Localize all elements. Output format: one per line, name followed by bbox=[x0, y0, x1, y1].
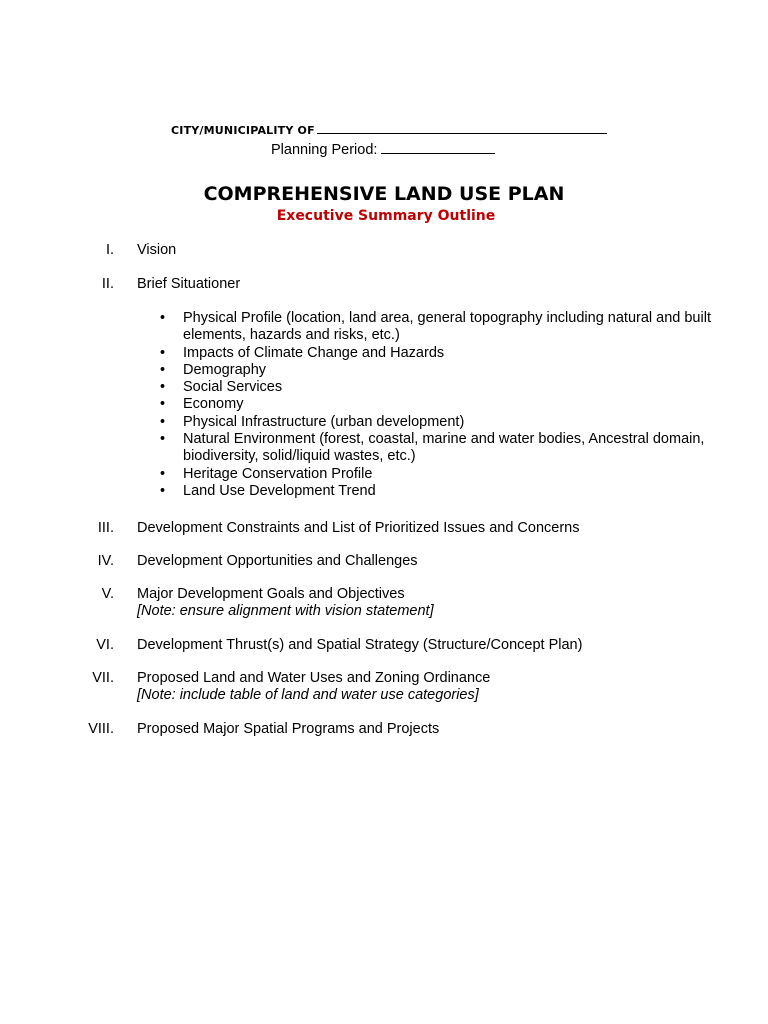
city-blank-line bbox=[317, 123, 607, 134]
list-item: • Physical Profile (location, land area, general topography including natural and built elements, hazards and risks, etc.) bbox=[160, 310, 711, 344]
outline-text: Development Constraints and List of Prioritized Issues and Concerns bbox=[137, 520, 580, 536]
bullet-icon: • bbox=[160, 482, 166, 499]
bullet-icon: • bbox=[160, 413, 166, 430]
outline-item-v bbox=[0, 586, 768, 622]
bullet-icon: • bbox=[160, 431, 166, 448]
outline-number: VI. bbox=[96, 637, 114, 653]
document-title: COMPREHENSIVE LAND USE PLAN bbox=[203, 183, 565, 205]
outline-item-vii bbox=[0, 670, 768, 706]
bullet-icon: • bbox=[160, 361, 166, 378]
outline-number: IV. bbox=[97, 553, 114, 569]
situationer-bullet-list bbox=[160, 310, 720, 500]
list-item: • Impacts of Climate Change and Hazards bbox=[160, 344, 445, 361]
outline-text: Brief Situationer bbox=[137, 276, 241, 292]
outline-text: Proposed Land and Water Uses and Zoning Ordinance bbox=[137, 670, 491, 686]
outline-number: II. bbox=[101, 276, 114, 292]
outline-text: Proposed Major Spatial Programs and Projects bbox=[137, 721, 440, 737]
document-subtitle: Executive Summary Outline bbox=[276, 208, 496, 224]
list-item: • Economy bbox=[160, 396, 244, 413]
planning-period-blank-line bbox=[381, 141, 495, 154]
bullet-icon: • bbox=[160, 396, 166, 413]
list-item: • Physical Infrastructure (urban development) bbox=[160, 413, 465, 430]
city-municipality-label: CITY/MUNICIPALITY OF bbox=[171, 124, 315, 137]
bullet-icon: • bbox=[160, 310, 166, 326]
outline-text: Development Thrust(s) and Spatial Strategy (Structure/Concept Plan) bbox=[137, 637, 583, 653]
outline-number: VIII. bbox=[88, 721, 114, 737]
list-item: • Demography bbox=[160, 361, 267, 378]
list-item: • Land Use Development Trend bbox=[160, 482, 376, 499]
outline-text: Major Development Goals and Objectives bbox=[137, 586, 405, 602]
bullet-icon: • bbox=[160, 465, 166, 482]
bullet-icon: • bbox=[160, 379, 166, 396]
list-item: • Social Services bbox=[160, 379, 283, 396]
bullet-icon: • bbox=[160, 344, 166, 361]
planning-period-line bbox=[271, 141, 495, 158]
outline-number: I. bbox=[105, 242, 114, 258]
outline-number: V. bbox=[101, 586, 114, 602]
city-municipality-line bbox=[171, 123, 607, 137]
outline-number: VII. bbox=[92, 670, 114, 686]
outline-text: Vision bbox=[137, 242, 177, 258]
list-item: • Heritage Conservation Profile bbox=[160, 465, 373, 482]
outline-number: III. bbox=[97, 520, 114, 536]
outline-text: Development Opportunities and Challenges bbox=[137, 553, 418, 569]
outline-note: [Note: ensure alignment with vision statement] bbox=[137, 603, 434, 619]
planning-period-label: Planning Period: bbox=[271, 142, 378, 158]
outline-note: [Note: include table of land and water use categories] bbox=[137, 687, 479, 703]
list-item: • Natural Environment (forest, coastal, marine and water bodies, Ancestral domain, biodiversity, solid/liquid wastes, etc.) bbox=[160, 431, 705, 465]
